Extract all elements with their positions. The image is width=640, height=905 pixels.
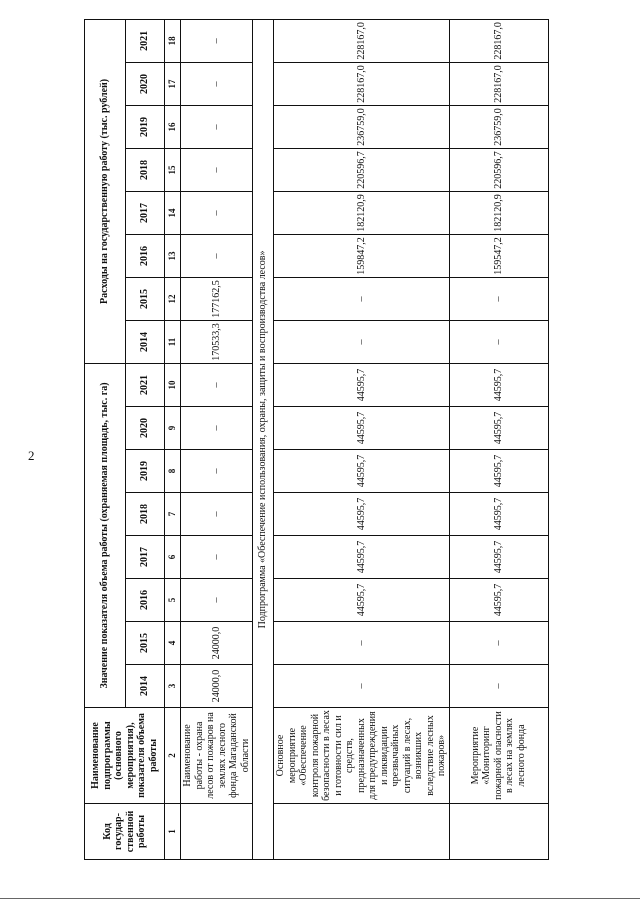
volume-cell: 44595,7 <box>274 536 450 579</box>
year-header: 2015 <box>126 622 165 665</box>
column-number: 18 <box>165 19 181 62</box>
volume-cell: 44595,7 <box>274 493 450 536</box>
year-header: 2021 <box>126 363 165 406</box>
column-number: 1 <box>165 804 181 860</box>
volume-cell: – <box>181 363 253 406</box>
volume-cell: 44595,7 <box>274 579 450 622</box>
expense-cell: – <box>181 234 253 277</box>
row-name: Наименование работы - охрана лесов от пожаров на землях лесного фонда Магаданской области <box>181 708 253 804</box>
column-number: 14 <box>165 191 181 234</box>
expense-cell: 220596,7 <box>274 148 450 191</box>
volume-cell: – <box>449 665 548 708</box>
expense-cell: – <box>181 191 253 234</box>
column-number: 6 <box>165 536 181 579</box>
year-header: 2020 <box>126 62 165 105</box>
expense-cell: 228167,0 <box>274 62 450 105</box>
column-number: 5 <box>165 579 181 622</box>
volume-cell: – <box>181 493 253 536</box>
volume-cell: 44595,7 <box>449 407 548 450</box>
page-bottom-rule <box>0 898 640 899</box>
year-header: 2020 <box>126 407 165 450</box>
year-header: 2021 <box>126 19 165 62</box>
column-number: 9 <box>165 407 181 450</box>
budget-table <box>84 19 549 860</box>
expense-cell: 159547,2 <box>449 234 548 277</box>
page-number: 2 <box>28 448 35 463</box>
expense-cell: 236759,0 <box>449 105 548 148</box>
header-volume-group: Значение показателя объема работы (охраняемая площадь, тыс. га) <box>85 363 126 707</box>
expense-cell: 228167,0 <box>449 19 548 62</box>
volume-cell: – <box>274 665 450 708</box>
volume-cell: 44595,7 <box>449 493 548 536</box>
table-row <box>274 19 450 859</box>
year-header: 2015 <box>126 277 165 320</box>
column-number: 13 <box>165 234 181 277</box>
expense-cell: – <box>274 277 450 320</box>
expense-cell: 236759,0 <box>274 105 450 148</box>
table-row <box>181 19 253 859</box>
year-header: 2016 <box>126 234 165 277</box>
expense-cell: 177162,5 <box>181 277 253 320</box>
volume-cell: – <box>181 579 253 622</box>
column-number: 2 <box>165 708 181 804</box>
column-number: 3 <box>165 665 181 708</box>
header-name: Наименование подпрограммы (основного мероприятия), показателя объема работы <box>85 708 165 804</box>
expense-cell: – <box>181 105 253 148</box>
year-header: 2019 <box>126 450 165 493</box>
expense-cell: – <box>181 19 253 62</box>
rotated-table-container <box>84 22 600 860</box>
expense-cell: – <box>274 320 450 363</box>
expense-cell: 220596,7 <box>449 148 548 191</box>
row-code <box>181 804 253 860</box>
volume-cell: 44595,7 <box>274 407 450 450</box>
volume-cell: 44595,7 <box>449 536 548 579</box>
expense-cell: 228167,0 <box>274 19 450 62</box>
volume-cell: 44595,7 <box>274 450 450 493</box>
volume-cell: 24000,0 <box>181 622 253 665</box>
subprogram-title: Подпрограмма «Обеспечение использования, охраны, защиты и воспроизводства лесов» <box>253 19 274 859</box>
volume-cell: 24000,0 <box>181 665 253 708</box>
expense-cell: 159847,2 <box>274 234 450 277</box>
column-number: 16 <box>165 105 181 148</box>
expense-cell: – <box>449 320 548 363</box>
volume-cell: – <box>181 536 253 579</box>
volume-cell: – <box>181 407 253 450</box>
year-header: 2014 <box>126 665 165 708</box>
row-name: Мероприятие «Мониторинг пожарной опасности в лесах на землях лесного фонда <box>449 708 548 804</box>
volume-cell: 44595,7 <box>449 579 548 622</box>
column-number: 11 <box>165 320 181 363</box>
volume-cell: 44595,7 <box>274 363 450 406</box>
volume-cell: – <box>274 622 450 665</box>
column-number: 17 <box>165 62 181 105</box>
column-number: 12 <box>165 277 181 320</box>
row-name: Основное мероприятие «Обеспечение контроля пожарной безопасности в лесах и готовности сил и средств, предназначенных для предупреждения и ликвидации чрезвычайных ситуаций в лесах, возникших вследствие лесных пожаров» <box>274 708 450 804</box>
expense-cell: – <box>181 62 253 105</box>
row-code <box>274 804 450 860</box>
expense-cell: 228167,0 <box>449 62 548 105</box>
year-header: 2018 <box>126 148 165 191</box>
expense-cell: 182120,9 <box>274 191 450 234</box>
year-header: 2019 <box>126 105 165 148</box>
expense-cell: – <box>449 277 548 320</box>
expense-cell: – <box>181 148 253 191</box>
row-code <box>449 804 548 860</box>
column-number: 10 <box>165 363 181 406</box>
volume-cell: 44595,7 <box>449 363 548 406</box>
year-header: 2018 <box>126 493 165 536</box>
column-number: 15 <box>165 148 181 191</box>
year-header: 2014 <box>126 320 165 363</box>
column-number: 8 <box>165 450 181 493</box>
volume-cell: 44595,7 <box>449 450 548 493</box>
year-header: 2017 <box>126 536 165 579</box>
volume-cell: – <box>449 622 548 665</box>
year-header: 2016 <box>126 579 165 622</box>
expense-cell: 170533,3 <box>181 320 253 363</box>
year-header: 2017 <box>126 191 165 234</box>
column-number: 7 <box>165 493 181 536</box>
column-number: 4 <box>165 622 181 665</box>
header-expense-group: Расходы на государственную работу (тыс. рублей) <box>85 19 126 363</box>
subprogram-row <box>253 19 274 859</box>
table-row <box>449 19 548 859</box>
volume-cell: – <box>181 450 253 493</box>
expense-cell: 182120,9 <box>449 191 548 234</box>
header-code: Код государ-ственной работы <box>85 804 165 860</box>
